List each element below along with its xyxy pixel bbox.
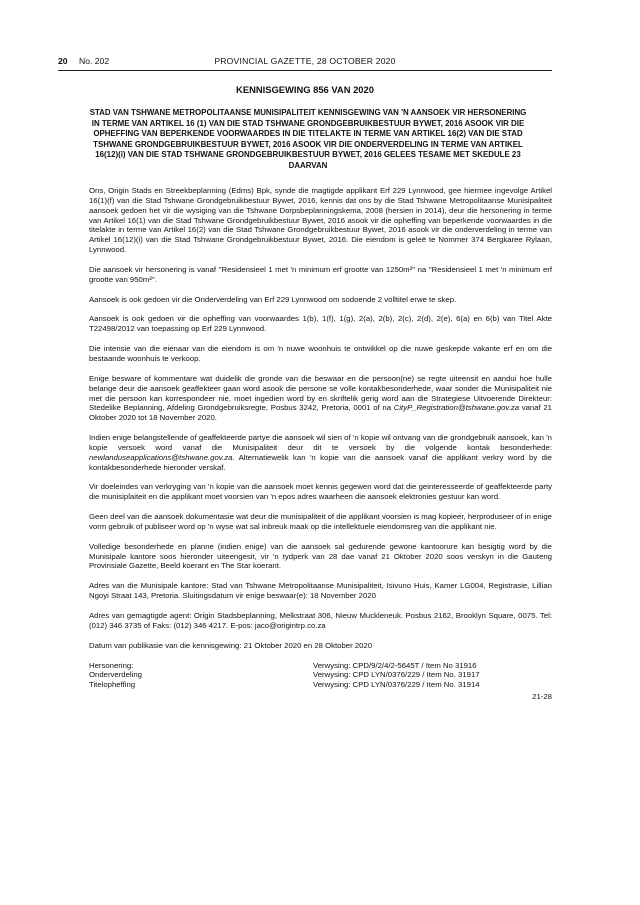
notice-heading: STAD VAN TSHWANE METROPOLITAANSE MUNISIPALITEIT KENNISGEWING VAN 'N AANSOEK VIR HERSONERING IN TERME VAN ARTIKEL 16 (1) VAN DIE STAD TSHWANE GRONDGEBRUIKBESTUUR BYWET, 2016 ASOOK VIR DIE OPHEFFING VAN BEPERKENDE VOORWAARDES IN DIE TITELAKTE IN TERME VAN ARTIKEL 16(2) VAN DIE STAD TSHWANE GRONDGEBRUIKBESTUUR BYWET, 2016 ASOOK VIR DIE ONDERVERDELING IN TERME VAN ARTIKEL 16(12)(i) VAN DIE STAD TSHWANE GRONDGEBRUIKBESTUUR BYWET, 2016 GELEES TESAME MET SKEDULE 23 DAARVAN (89, 108, 527, 170)
page-number: 20 (58, 56, 68, 66)
copy-request-text: Indien enige belangstellende of geaffekteerde partye die aansoek wil sien of 'n kopie wil ontvang van die grondgebruik aansoek, kan 'n kopie versoek word vanaf die Munisipaliteit deur dit te versoek by die volgende kontak besonderhede: (89, 433, 552, 452)
registration-email-link[interactable]: CityP_Registration@tshwane.gov.za (393, 403, 520, 413)
reference-list (89, 661, 552, 691)
paragraph-copy-request (89, 433, 552, 472)
reference-label: Titelopheffing (89, 680, 136, 690)
notice-code: 21-28 (532, 692, 552, 702)
reference-value: Verwysing: CPD LYN/0376/229 / Item No. 31917 (313, 670, 480, 680)
reference-row (89, 661, 552, 671)
paragraph-rezoning: Die aansoek vir hersonering is vanaf ''Residensieel 1 met 'n minimum erf grootte van 1250m²'' na ''Residensieel 1 met 'n minimum erf grootte van 950m²''. (89, 264, 552, 284)
copy-request-alt: . Alternatiewelik kan 'n kopie van die aansoek vanaf die applikant verkry word by die kontakbesonderhede hieronder verskaf. (89, 452, 552, 472)
header-divider (58, 70, 552, 71)
paragraph-inspection: Volledige besonderhede en planne (indien enige) van die aansoek sal gedurende gewone kantoorure kan besigtig word by die Munisipale kantore soos hieronder uiteengesit, vir 'n tydperk van 28 dae vanaf 21 Oktober 2020 soos verskyn in die Gauteng Provinsiale Gazette, Beeld koerant en The Star koerant. (89, 541, 552, 571)
objections-text: Enige besware of kommentare wat duidelik die gronde van die beswaar en die persoon(ne) se regte uiteensit en aandui hoe hulle belange deur die aansoek geaffekteer gaan word asook die persone se volle kontakbesonderhede, waar sonder die Munisipaliteit nie met die persoon kan korrespondeer nie, moet ingedien word by en skriftelik gerig word aan die Strategiese Uitvoerende Direkteur: Stedelike Beplanning, Afdeling Grondgebruiksregte, Posbus 3242, Pretoria, 0001 of na (89, 373, 552, 413)
paragraph-applicant: Ons, Origin Stads en Streekbeplanning (Edms) Bpk, synde die magtigde applikant Erf 229 Lynnwood, gee hiermee ingevolge Artikel 16(1)(f) van die Stad Tshwane Grondgebruikbestuur Bywet, 2016, kennis dat ons by die Stad Tshwane Metropolitaanse Munisipaliteit aansoek gedoen het vir die wysiging van die Tshwane Dorpsbeplanningskema, 2008 (hersien in 2014), deur die hersonering in terme van Artikel 16(1) van die Stad Tshwane Grondgebruikbestuur Bywet, 2016 asook vir die opheffing van beperkende voorwaardes in die titelakte in terme van Artikel 16(2) van die Stad Tshwane Grondgebruikbestuur Bywet, 2016 asook vir die onderverdeling in terme van Artikel 16(12)(i) van die Stad Tshwane Grondgebruikbestuur Bywet, 2016. Die eiendom is geleë te Nommer 374 Bergkaree Rylaan, Lynnwood. (89, 186, 552, 255)
gazette-title: PROVINCIAL GAZETTE, 28 OCTOBER 2020 (214, 56, 396, 66)
paragraph-email-address: Vir doeleindes van verkryging van 'n kopie van die aansoek moet kennis gegewen word dat die geinteresseerde of geaffekteerde party die munisiplaiteit en die applikant moet voorsien van 'n epos adres waarheen die aansoek elektronies gestuur kan word. (89, 482, 552, 502)
paragraph-removal-of-conditions: Aansoek is ook gedoen vir die opheffing van voorwaardes 1(b), 1(f), 1(g), 2(a), 2(b), 2(c), 2(d), 2(e), 6(a) en 6(b) van Titel Akte T22498/2012 van toepassing op Erf 229 Lynnwood. (89, 314, 552, 334)
paragraph-subdivision: Aansoek is ook gedoen vir die Onderverdeling van Erf 229 Lynnwood om sodoende 2 volltitel erwe te skep. (89, 294, 457, 304)
reference-value: Verwysing: CPD/9/2/4/2-5645T / Item No 31916 (313, 660, 477, 670)
paragraph-objections (89, 374, 552, 423)
reference-row (89, 670, 552, 680)
issue-number: No. 202 (79, 56, 110, 66)
reference-label: Onderverdeling (89, 670, 142, 680)
reference-label: Hersonering: (89, 660, 134, 670)
objections-dates: vanaf 21 Oktober 2020 tot 18 November 2020. (89, 403, 552, 423)
paragraph-copyright: Geen deel van die aansoek dokumentasie wat deur die munisipaliteit of die applikant voorsien is mag kopieer, herproduseer of in enige vorm gebruik of publiseer word op 'n wyse wat sal inbreuk maak op die intellektuele eiendomsreg van die applikant nie. (89, 512, 552, 531)
paragraph-agent-address: Adres van gemagtigde agent: Origin Stadsbeplanning, Melkstraat 306, Nieuw Muckleneuk. Posbus 2162, Brooklyn Square, 0075. Tel: (012) 346 3735 of Faks: (012) 346 4217. E-pos: jaco@origintrp.co.za (89, 611, 552, 630)
paragraph-intent: Die intensie van die eienaar van die eiendom is om 'n nuwe woonhuis te ontwikkel op die nuwe geskepde vakante erf en om die bestaande woonhuis te verkoop. (89, 344, 552, 363)
reference-value: Verwysing: CPD LYN/0376/229 / Item No. 31914 (313, 680, 480, 690)
landuse-email-link[interactable]: newlanduseapplications@tshwane.gov.za (89, 452, 233, 462)
paragraph-municipal-address: Adres van die Munisipale kantore: Stad van Tshwane Metropolitaanse Munisipaliteit, Isivuno Huis, Kamer LG004, Registrasie, Lillian Ngoyi Straat 143, Pretoria. Sluitingsdatum vir enige beswaar(e): 18 November 2020 (89, 581, 552, 601)
paragraph-publication-date: Datum van publikasie van die kennisgewing: 21 Oktober 2020 en 28 Oktober 2020 (89, 640, 373, 650)
reference-row (89, 680, 552, 690)
notice-body (89, 186, 552, 702)
notice-title: KENNISGEWING 856 VAN 2020 (236, 84, 374, 95)
